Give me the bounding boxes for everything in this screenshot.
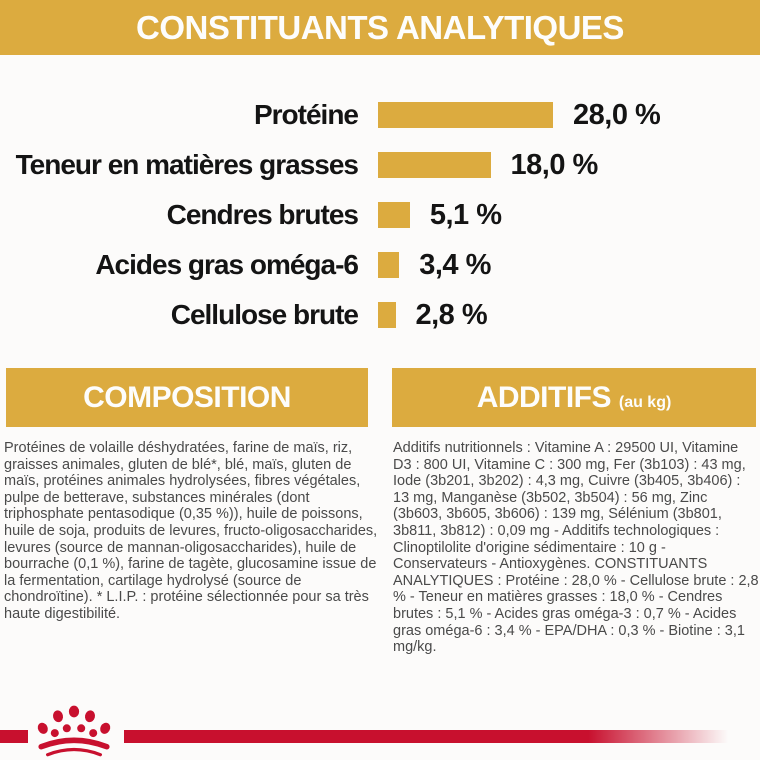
chart-bar (378, 102, 553, 128)
additifs-text: Additifs nutritionnels : Vitamine A : 29500 UI, Vitamine D3 : 800 UI, Vitamine C : 300 mg, Fer (3b103) : 43 mg, Iode (3b201, 3b202) : 4,3 mg, Cuivre (3b405, 3b406) : 13 mg, Manganèse (3b502, 3b504) : 56 mg, Zinc (3b603, 3b605, 3b606) : 139 mg, Sélénium (3b801, 3b811, 3b812) : 0,09 mg - Additifs technologiques : Clinoptilolite d'origine sédimentaire : 10 g - Conservateurs - Antioxygènes. CONSTITUANTS ANALYTIQUES : Protéine : 28,0 % - Cellulose brute : 2,8 % - Teneur en matières grasses : 18,0 % - Cendres brutes : 5,1 % - Acides gras oméga-3 : 0,7 % - Acides gras oméga-6 : 3,4 % - EPA/DHA : 0,3 % - Biotine : 3,1 mg/kg. (393, 440, 759, 656)
red-band-left-segment (0, 730, 28, 743)
additifs-heading-suffix: (au kg) (618, 393, 672, 411)
royal-canin-crown-icon (34, 703, 114, 760)
chart-value-label: 18,0 % (510, 148, 598, 181)
chart-row (0, 290, 760, 340)
additifs-heading-main: ADDITIFS (476, 380, 612, 414)
analytical-constituents-banner (0, 0, 760, 55)
composition-heading: COMPOSITION (83, 380, 291, 414)
chart-bar (378, 302, 396, 328)
composition-text: Protéines de volaille déshydratées, farine de maïs, riz, graisses animales, gluten de blé*, blé, maïs, gluten de maïs, protéines animales hydrolysées, fibres végétales, pulpe de betterave, substances minérales (dont triphosphate pentasodique (0,35 %)), huile de poissons, huile de soja, produits de levures, fructo-oligosaccharides, levures (source de mannan-oligosaccharides), huile de bourrache (0,1 %), farine de tagète, glucosamine issue de la fermentation, cartilage hydrolysé (source de chondroïtine). * L.I.P. : protéine sélectionnée pour sa très haute digestibilité. (4, 440, 378, 622)
chart-value-label: 2,8 % (415, 298, 488, 331)
chart-value-label: 28,0 % (573, 98, 661, 131)
chart-category-label: Teneur en matières grasses (15, 149, 358, 180)
nutrition-bar-chart (0, 90, 760, 340)
additifs-heading (477, 381, 672, 415)
composition-banner (6, 368, 368, 427)
chart-category-label: Protéine (253, 99, 358, 130)
page-title: CONSTITUANTS ANALYTIQUES (136, 8, 624, 46)
chart-row (0, 140, 760, 190)
chart-row (0, 240, 760, 290)
chart-value-label: 3,4 % (419, 248, 491, 281)
chart-value-label: 5,1 % (429, 198, 502, 231)
chart-category-label: Cendres brutes (166, 199, 358, 230)
chart-row (0, 90, 760, 140)
red-band (124, 730, 760, 743)
chart-bar (378, 252, 399, 278)
chart-category-label: Cellulose brute (170, 299, 358, 330)
chart-bar (378, 202, 410, 228)
chart-category-label: Acides gras oméga-6 (95, 249, 358, 280)
additifs-banner (392, 368, 756, 427)
chart-row (0, 190, 760, 240)
chart-bar (378, 152, 491, 178)
